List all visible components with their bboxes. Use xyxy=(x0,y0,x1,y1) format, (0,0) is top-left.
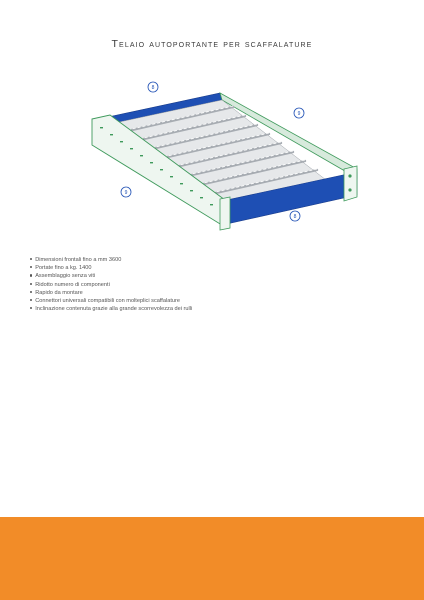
footer-band xyxy=(0,517,424,600)
feature-item xyxy=(30,305,192,313)
bullet-icon xyxy=(30,274,32,276)
feature-text: Dimensioni frontali fino a mm 3600 xyxy=(35,257,122,263)
feature-text: Ridotto numero di componenti xyxy=(35,281,110,288)
feature-text: Connettori universali compatibili con molteplici scaffalature xyxy=(35,298,180,305)
svg-text:8: 8 xyxy=(151,85,155,91)
feature-text: Inclinazione contenuta grazie alla grande scorrevolezza dei rulli xyxy=(35,306,193,313)
feature-text: Portate fino a kg. 1400 xyxy=(35,265,92,272)
callout-bottom-right xyxy=(290,211,300,221)
bullet-icon xyxy=(30,291,32,293)
feature-item xyxy=(30,281,192,289)
bullet-icon xyxy=(30,266,32,268)
bullet-icon xyxy=(30,299,32,301)
callout-top xyxy=(148,82,158,92)
svg-text:8: 8 xyxy=(293,214,297,220)
feature-item xyxy=(30,256,192,264)
feature-item xyxy=(30,297,192,305)
bullet-icon xyxy=(30,283,32,285)
callout-right-top xyxy=(294,108,304,118)
svg-text:9: 9 xyxy=(124,190,128,196)
feature-text: Rapido da montare xyxy=(35,289,83,296)
feature-item xyxy=(30,289,192,297)
svg-text:9: 9 xyxy=(297,111,301,117)
bullet-icon xyxy=(30,307,32,309)
feature-list xyxy=(30,256,192,313)
feature-item xyxy=(30,272,192,280)
callout-left xyxy=(121,187,131,197)
page-title: Telaio autoportante per scaffalature xyxy=(111,38,313,50)
roller-frame-illustration xyxy=(80,75,366,235)
bullet-icon xyxy=(30,258,32,260)
feature-item xyxy=(30,264,192,272)
feature-text: Assemblaggio senza viti xyxy=(35,273,96,280)
